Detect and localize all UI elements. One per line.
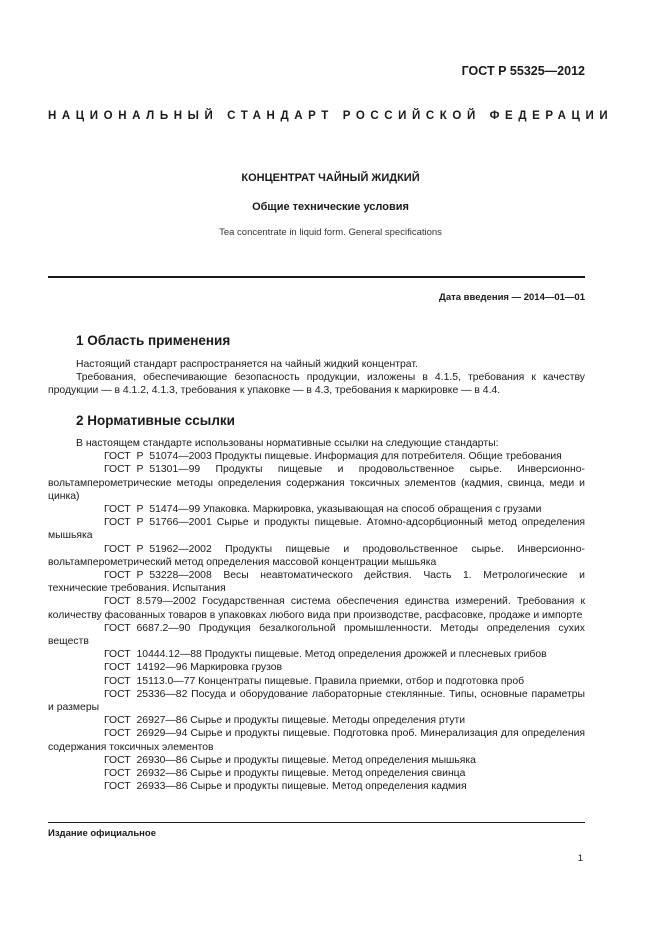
national-standard-banner: НАЦИОНАЛЬНЫЙ СТАНДАРТ РОССИЙСКОЙ ФЕДЕРАЦИИ [48, 110, 614, 122]
reference-text: Продукция безалкогольной промышленности. Методы определения сухих веществ [48, 622, 585, 648]
reference-code: ГОСТ Р 51301—99 [104, 464, 201, 476]
section-2-body [48, 437, 585, 793]
reference-item [48, 780, 585, 793]
paragraph: В настоящем стандарте использованы нормативные ссылки на следующие стандарты: [76, 438, 499, 449]
reference-text: Упаковка. Маркировка, указывающая на способ обращения с грузами [203, 504, 542, 516]
page-number: 1 [577, 853, 583, 864]
reference-code: ГОСТ 14192—96 [104, 662, 188, 674]
reference-text: Концентраты пищевые. Правила приемки, отбор и подготовка проб [198, 675, 525, 687]
reference-item [48, 569, 585, 595]
document-code: ГОСТ Р 55325—2012 [461, 64, 585, 78]
reference-text: Сырье и продукты пищевые. Подготовка проб. Минерализация для определения содержания токсичных элементов [48, 728, 585, 753]
reference-item [48, 688, 585, 714]
reference-code: ГОСТ 26927—86 [104, 715, 188, 727]
reference-text: Продукты пищевые. Метод определения дрожжей и плесневых грибов [204, 649, 547, 661]
reference-code: ГОСТ 26929—94 [104, 728, 188, 740]
reference-code: ГОСТ Р 51766—2001 [104, 517, 212, 529]
english-title: Tea concentrate in liquid form. General specifications [219, 227, 442, 238]
document-subtitle: Общие технические условия [252, 201, 409, 213]
header-divider [48, 276, 585, 278]
reference-item [48, 727, 585, 753]
reference-text: Продукты пищевые и продовольственное сырье. Инверсионно-вольтамперометрический метод определения массовой концентрации мышьяка [48, 543, 585, 568]
reference-text: Маркировка грузов [190, 662, 283, 674]
reference-code: ГОСТ 10444.12—88 [104, 649, 202, 661]
section-1-body [48, 358, 585, 398]
reference-text: Сырье и продукты пищевые. Метод определения мышьяка [190, 754, 476, 766]
paragraph: Требования, обеспечивающие безопасность продукции, изложены в 4.1.5, требования к качеству продукции — в 4.1.2, 4.1.3, требования к упаковке — в 4.3, требования к маркировке — в 4.4. [48, 372, 585, 397]
reference-text: Государственная система обеспечения единства измерений. Требования к количеству фасованных товаров в упаковках любого вида при производстве, расфасовке, продаже и импорте [48, 596, 585, 621]
reference-item [48, 754, 585, 767]
reference-text: Сырье и продукты пищевые. Атомно-адсорбционный метод определения мышьяка [48, 517, 585, 542]
reference-item [48, 661, 585, 674]
reference-code: ГОСТ 26930—86 [104, 754, 188, 766]
reference-code: ГОСТ Р 51074—2003 [104, 451, 212, 463]
reference-text: Сырье и продукты пищевые. Метод определения кадмия [190, 781, 467, 793]
footer-divider [48, 822, 585, 823]
reference-item [48, 595, 585, 621]
reference-item [48, 622, 585, 648]
reference-code: ГОСТ Р 51474—99 [104, 504, 201, 516]
introduction-date: Дата введения — 2014—01—01 [439, 292, 585, 303]
reference-code: ГОСТ 15113.0—77 [104, 675, 196, 687]
document-title: КОНЦЕНТРАТ ЧАЙНЫЙ ЖИДКИЙ [241, 172, 420, 184]
reference-text: Продукты пищевые и продовольственное сырье. Инверсионно-вольтамперометрические методы определения содержания токсичных элементов (кадмия, свинца, меди и цинка) [48, 464, 585, 502]
reference-item [48, 450, 585, 463]
reference-text: Продукты пищевые. Информация для потребителя. Общие требования [214, 451, 562, 463]
reference-item [48, 648, 585, 661]
reference-code: ГОСТ 8.579—2002 [104, 596, 197, 608]
reference-text: Сырье и продукты пищевые. Метод определения свинца [190, 768, 466, 780]
reference-item [48, 767, 585, 780]
reference-item [48, 675, 585, 688]
reference-code: ГОСТ Р 51962—2002 [104, 543, 212, 555]
reference-item [48, 543, 585, 569]
edition-note: Издание официальное [48, 828, 156, 839]
reference-item [48, 463, 585, 503]
reference-code: ГОСТ 6687.2—90 [104, 622, 191, 634]
reference-text: Весы неавтоматического действия. Часть 1. Метрологические и технические требования. Испытания [48, 570, 585, 595]
reference-item [48, 714, 585, 727]
section-1-title: 1 Область применения [76, 333, 231, 348]
reference-code: ГОСТ 26932—86 [104, 768, 188, 780]
section-2-title: 2 Нормативные ссылки [76, 413, 235, 428]
reference-text: Посуда и оборудование лабораторные стеклянные. Типы, основные параметры и размеры [48, 688, 585, 714]
reference-code: ГОСТ Р 53228—2008 [104, 570, 212, 582]
reference-item [48, 503, 585, 516]
reference-code: ГОСТ 26933—86 [104, 781, 188, 793]
paragraph: Настоящий стандарт распространяется на чайный жидкий концентрат. [76, 359, 418, 370]
reference-code: ГОСТ 25336—82 [104, 688, 188, 700]
reference-text: Сырье и продукты пищевые. Методы определения ртути [190, 715, 466, 727]
reference-item [48, 516, 585, 542]
